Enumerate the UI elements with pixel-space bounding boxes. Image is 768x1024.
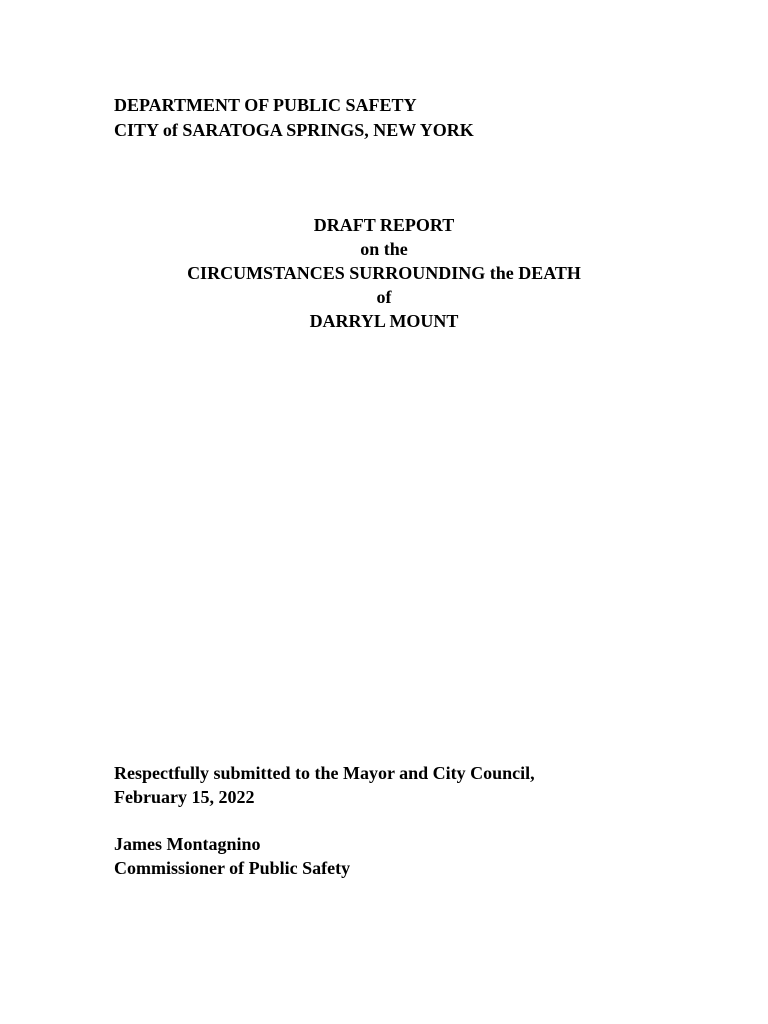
report-subject: CIRCUMSTANCES SURROUNDING the DEATH — [187, 263, 581, 283]
department-heading: DEPARTMENT OF PUBLIC SAFETY — [114, 95, 417, 115]
submission-statement: Respectfully submitted to the Mayor and City Council, — [114, 763, 535, 783]
signatory-name: James Montagnino — [114, 834, 261, 854]
city-heading: CITY of SARATOGA SPRINGS, NEW YORK — [114, 120, 474, 140]
submission-date: February 15, 2022 — [114, 787, 255, 807]
report-title-of: of — [376, 287, 392, 307]
report-title: DRAFT REPORT — [313, 215, 455, 235]
report-title-on-the: on the — [360, 239, 408, 259]
report-person-name: DARRYL MOUNT — [309, 311, 459, 331]
signatory-title: Commissioner of Public Safety — [114, 858, 351, 878]
